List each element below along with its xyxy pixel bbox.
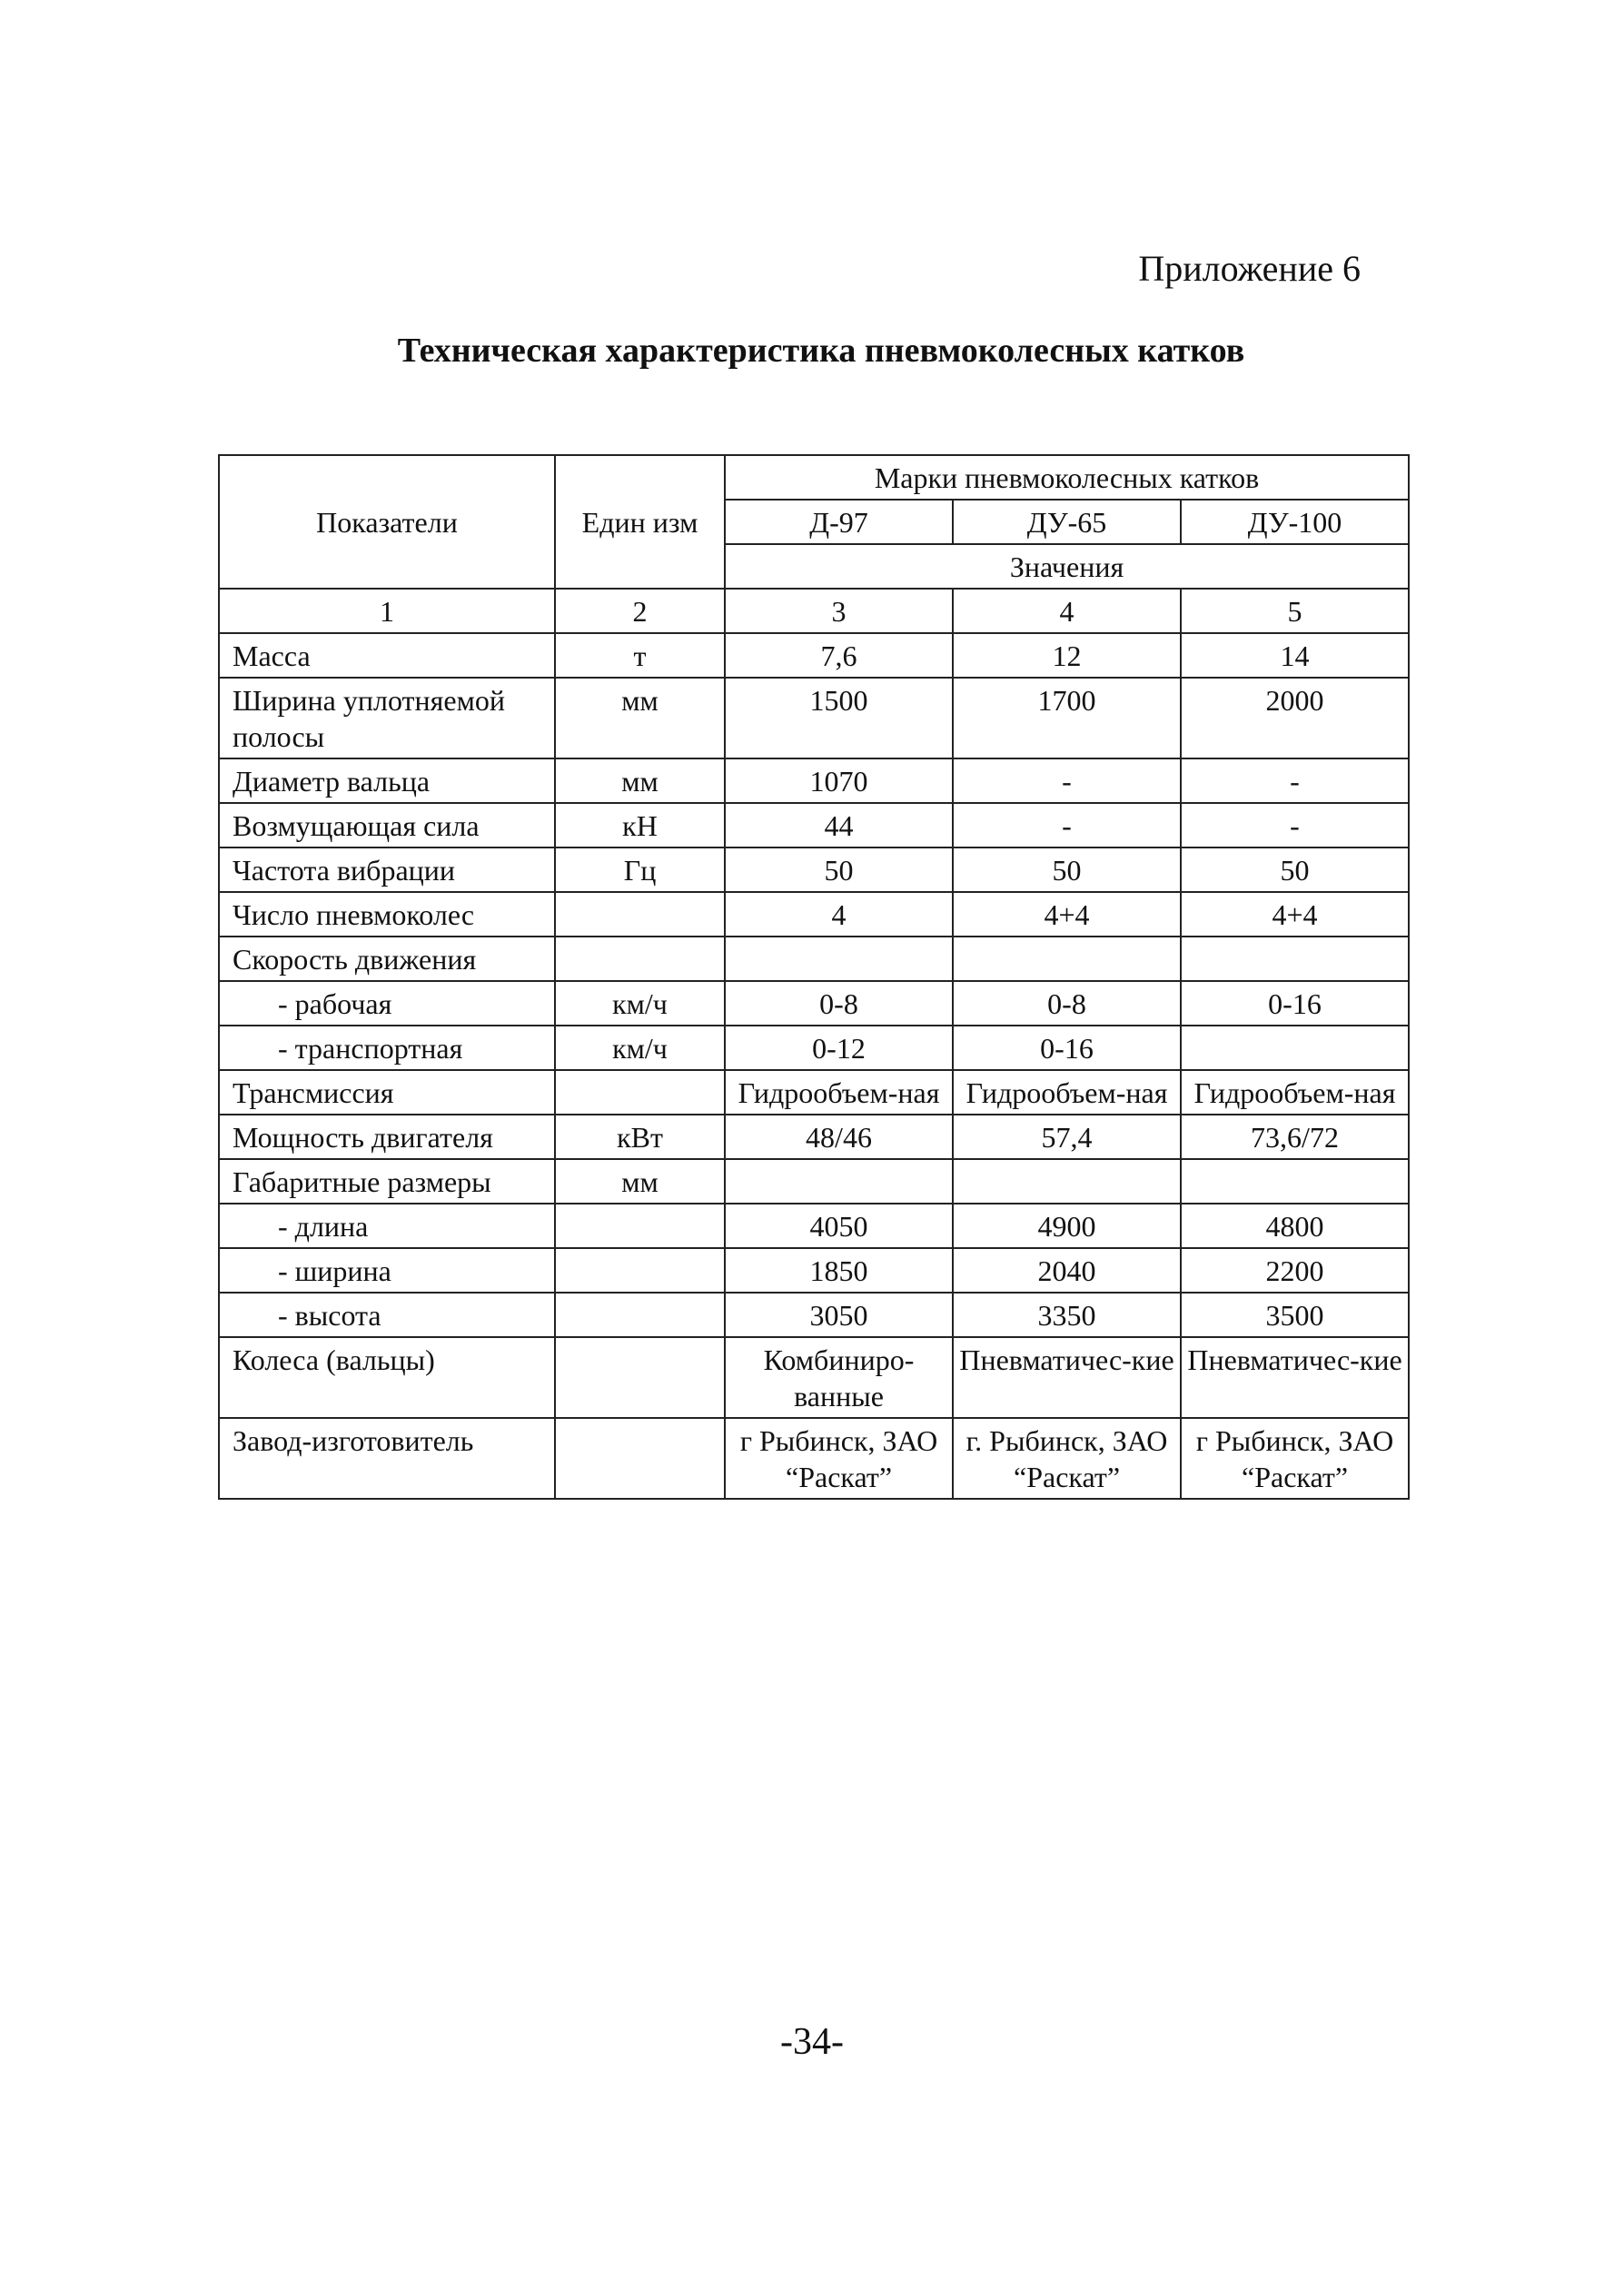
row-value-d97: Гидрообъем-ная bbox=[725, 1070, 953, 1115]
row-label: Число пневмоколес bbox=[219, 892, 555, 937]
table-row bbox=[219, 892, 1409, 937]
row-unit bbox=[555, 1248, 725, 1293]
column-number: 2 bbox=[555, 589, 725, 633]
row-unit bbox=[555, 1070, 725, 1115]
row-label: Габаритные размеры bbox=[219, 1159, 555, 1204]
row-label: Колеса (вальцы) bbox=[219, 1337, 555, 1418]
header-values: Значения bbox=[725, 544, 1409, 589]
row-value-du65: 4+4 bbox=[953, 892, 1181, 937]
brand-cell: Д-97 bbox=[725, 500, 953, 544]
table-row bbox=[219, 1070, 1409, 1115]
row-label: - высота bbox=[219, 1293, 555, 1337]
table-row bbox=[219, 937, 1409, 981]
row-value-du65: Гидрообъем-ная bbox=[953, 1070, 1181, 1115]
column-number: 1 bbox=[219, 589, 555, 633]
table-row bbox=[219, 1418, 1409, 1499]
row-value-du100: 50 bbox=[1181, 848, 1409, 892]
row-value-du100: Пневматичес-кие bbox=[1181, 1337, 1409, 1418]
table-row bbox=[219, 803, 1409, 848]
row-value-du65: 12 bbox=[953, 633, 1181, 678]
row-value-du100: 0-16 bbox=[1181, 981, 1409, 1026]
row-label: - длина bbox=[219, 1204, 555, 1248]
column-number: 5 bbox=[1181, 589, 1409, 633]
appendix-label: Приложение 6 bbox=[1138, 248, 1361, 289]
row-value-du65 bbox=[953, 937, 1181, 981]
row-value-d97: 0-12 bbox=[725, 1026, 953, 1070]
table-row bbox=[219, 981, 1409, 1026]
header-row bbox=[219, 455, 1409, 500]
row-value-d97: 3050 bbox=[725, 1293, 953, 1337]
row-label: Диаметр вальца bbox=[219, 758, 555, 803]
row-value-d97: 7,6 bbox=[725, 633, 953, 678]
row-value-du100: - bbox=[1181, 758, 1409, 803]
spec-table bbox=[218, 454, 1410, 1500]
row-value-du100: 73,6/72 bbox=[1181, 1115, 1409, 1159]
row-value-du100: 2200 bbox=[1181, 1248, 1409, 1293]
row-value-du100: 14 bbox=[1181, 633, 1409, 678]
row-label: Частота вибрации bbox=[219, 848, 555, 892]
row-value-du65: 0-8 bbox=[953, 981, 1181, 1026]
row-label: - ширина bbox=[219, 1248, 555, 1293]
row-value-du65: 4900 bbox=[953, 1204, 1181, 1248]
row-unit bbox=[555, 1337, 725, 1418]
row-label: Мощность двигателя bbox=[219, 1115, 555, 1159]
row-label: Возмущающая сила bbox=[219, 803, 555, 848]
table-row bbox=[219, 1159, 1409, 1204]
row-value-du65: 2040 bbox=[953, 1248, 1181, 1293]
row-value-du65 bbox=[953, 1159, 1181, 1204]
row-unit: кВт bbox=[555, 1115, 725, 1159]
row-unit bbox=[555, 1204, 725, 1248]
row-value-d97: г Рыбинск, ЗАО “Раскат” bbox=[725, 1418, 953, 1499]
row-value-d97: Комбиниро-ванные bbox=[725, 1337, 953, 1418]
row-value-du65: 1700 bbox=[953, 678, 1181, 758]
row-unit: км/ч bbox=[555, 1026, 725, 1070]
brand-cell: ДУ-65 bbox=[953, 500, 1181, 544]
row-value-d97: 4 bbox=[725, 892, 953, 937]
row-value-du100: Гидрообъем-ная bbox=[1181, 1070, 1409, 1115]
column-number: 3 bbox=[725, 589, 953, 633]
row-value-du100: 4800 bbox=[1181, 1204, 1409, 1248]
row-value-d97: 4050 bbox=[725, 1204, 953, 1248]
row-value-d97: 1070 bbox=[725, 758, 953, 803]
table-row bbox=[219, 1204, 1409, 1248]
row-value-du65: - bbox=[953, 803, 1181, 848]
row-value-du65: - bbox=[953, 758, 1181, 803]
row-unit: кН bbox=[555, 803, 725, 848]
column-number: 4 bbox=[953, 589, 1181, 633]
row-label: Завод-изготовитель bbox=[219, 1418, 555, 1499]
brand-cell: ДУ-100 bbox=[1181, 500, 1409, 544]
table-row bbox=[219, 1293, 1409, 1337]
row-value-d97: 1850 bbox=[725, 1248, 953, 1293]
row-value-du65: 57,4 bbox=[953, 1115, 1181, 1159]
row-value-d97 bbox=[725, 937, 953, 981]
row-label: Скорость движения bbox=[219, 937, 555, 981]
header-indicator: Показатели bbox=[219, 455, 555, 589]
table-row bbox=[219, 1248, 1409, 1293]
row-unit: мм bbox=[555, 758, 725, 803]
row-label: - транспортная bbox=[219, 1026, 555, 1070]
row-value-du100: г Рыбинск, ЗАО “Раскат” bbox=[1181, 1418, 1409, 1499]
row-value-du65: 0-16 bbox=[953, 1026, 1181, 1070]
row-value-du100 bbox=[1181, 1159, 1409, 1204]
row-value-d97: 48/46 bbox=[725, 1115, 953, 1159]
row-label: - рабочая bbox=[219, 981, 555, 1026]
row-value-du65: 3350 bbox=[953, 1293, 1181, 1337]
page-number: -34- bbox=[780, 2021, 844, 2063]
row-value-d97: 0-8 bbox=[725, 981, 953, 1026]
row-unit: Гц bbox=[555, 848, 725, 892]
document-title: Техническая характеристика пневмоколесных катков bbox=[397, 332, 1245, 370]
table-row bbox=[219, 1115, 1409, 1159]
row-label: Трансмиссия bbox=[219, 1070, 555, 1115]
row-unit bbox=[555, 892, 725, 937]
header-brands: Марки пневмоколесных катков bbox=[725, 455, 1409, 500]
table-row bbox=[219, 678, 1409, 758]
row-unit: км/ч bbox=[555, 981, 725, 1026]
table-row bbox=[219, 1337, 1409, 1418]
row-value-d97 bbox=[725, 1159, 953, 1204]
table-row bbox=[219, 633, 1409, 678]
row-label: Масса bbox=[219, 633, 555, 678]
row-unit bbox=[555, 1293, 725, 1337]
row-unit bbox=[555, 937, 725, 981]
table-row bbox=[219, 1026, 1409, 1070]
row-unit: т bbox=[555, 633, 725, 678]
row-label: Ширина уплотняемой полосы bbox=[219, 678, 555, 758]
row-unit: мм bbox=[555, 678, 725, 758]
row-value-d97: 1500 bbox=[725, 678, 953, 758]
row-value-du100 bbox=[1181, 1026, 1409, 1070]
row-value-du65: 50 bbox=[953, 848, 1181, 892]
row-unit bbox=[555, 1418, 725, 1499]
column-numbers-row bbox=[219, 589, 1409, 633]
row-value-du65: Пневматичес-кие bbox=[953, 1337, 1181, 1418]
row-value-du100: 4+4 bbox=[1181, 892, 1409, 937]
table-row bbox=[219, 848, 1409, 892]
row-value-du100 bbox=[1181, 937, 1409, 981]
row-value-du65: г. Рыбинск, ЗАО “Раскат” bbox=[953, 1418, 1181, 1499]
row-value-d97: 50 bbox=[725, 848, 953, 892]
row-unit: мм bbox=[555, 1159, 725, 1204]
row-value-du100: 3500 bbox=[1181, 1293, 1409, 1337]
table-row bbox=[219, 758, 1409, 803]
header-unit: Един изм bbox=[555, 455, 725, 589]
row-value-du100: 2000 bbox=[1181, 678, 1409, 758]
row-value-d97: 44 bbox=[725, 803, 953, 848]
row-value-du100: - bbox=[1181, 803, 1409, 848]
